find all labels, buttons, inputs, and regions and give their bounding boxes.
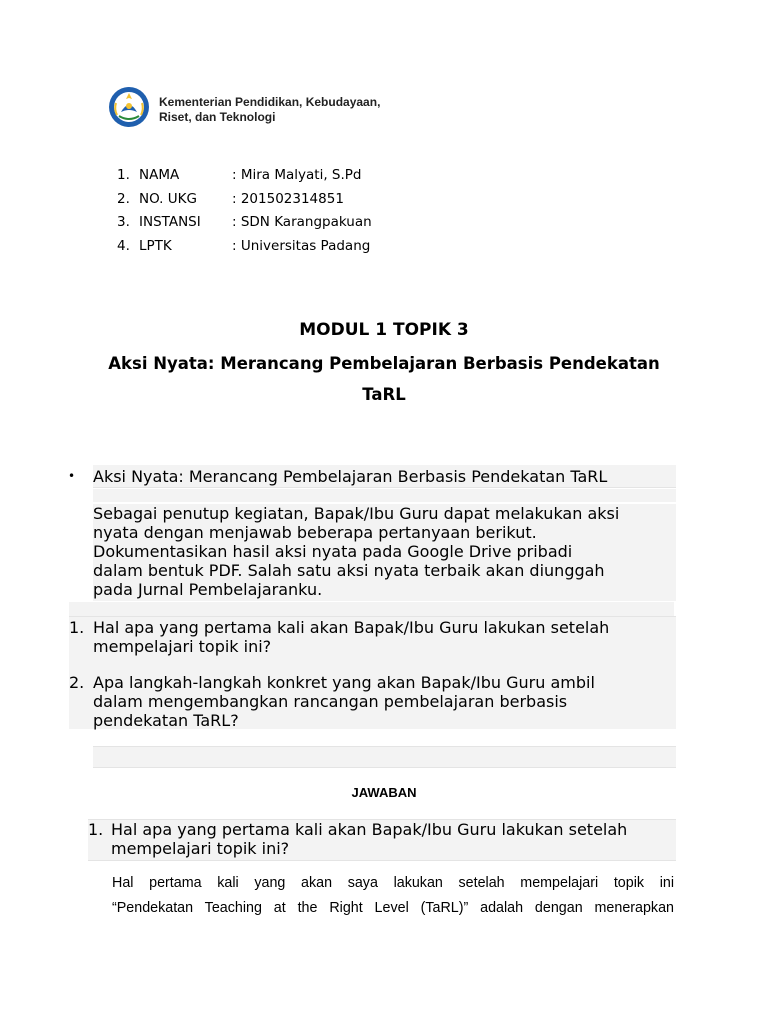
identity-value: : Universitas Padang (232, 237, 371, 254)
answers-heading: JAWABAN (351, 785, 417, 800)
question-number: 1. (69, 618, 85, 637)
identity-number: 3. (117, 214, 130, 230)
identity-label: NAMA (139, 167, 180, 183)
identity-label: NO. UKG (139, 190, 197, 207)
module-subtitle (84, 348, 684, 410)
identity-value: : 201502314851 (232, 190, 344, 207)
intro-line: dalam bentuk PDF. Salah satu aksi nyata terbaik akan diunggah (93, 561, 605, 580)
intro-line: Dokumentasikan hasil aksi nyata pada Google Drive pribadi (93, 542, 573, 561)
module-title: MODUL 1 TOPIK 3 (299, 320, 469, 340)
empty-block (93, 746, 676, 768)
identity-number: 2. (117, 190, 130, 207)
intro-line: Sebagai penutup kegiatan, Bapak/Ibu Guru dapat melakukan aksi (93, 504, 620, 523)
intro-line: nyata dengan menjawab beberapa pertanyaan berikut. (93, 523, 537, 542)
tut-wuri-handayani-emblem-icon (108, 86, 150, 128)
ministry-name-line2: Riset, dan Teknologi (159, 110, 276, 124)
identity-value: : Mira Malyati, S.Pd (232, 167, 362, 183)
identity-label: LPTK (139, 237, 172, 254)
question-line: Hal apa yang pertama kali akan Bapak/Ibu Guru lakukan setelah (93, 618, 610, 637)
module-subtitle-line2: TaRL (362, 385, 406, 404)
question-number: 2. (69, 673, 85, 692)
question-line: mempelajari topik ini? (93, 637, 272, 656)
question-item-1 (69, 618, 676, 656)
question-item-2 (69, 673, 676, 730)
bullet-dot-icon: • (68, 469, 76, 483)
module-subtitle-line1: Aksi Nyata: Merancang Pembelajaran Berbasis Pendekatan (108, 354, 660, 373)
spacer-block (93, 489, 676, 502)
question-line: pendekatan TaRL? (93, 711, 239, 730)
identity-label: INSTANSI (139, 214, 201, 230)
answer-question-1 (88, 820, 627, 858)
ministry-name (159, 95, 380, 125)
question-line: dalam mengembangkan rancangan pembelajaran berbasis (93, 692, 568, 711)
answer-line: Hal pertama kali yang akan saya lakukan setelah mempelajari topik ini (112, 875, 674, 891)
question-line: Apa langkah-langkah konkret yang akan Bapak/Ibu Guru ambil (93, 673, 595, 692)
question-line: Hal apa yang pertama kali akan Bapak/Ibu Guru lakukan setelah (111, 820, 628, 839)
answer-line: “Pendekatan Teaching at the Right Level (TaRL)” adalah dengan menerapkan (112, 900, 674, 916)
intro-line: pada Jurnal Pembelajaranku. (93, 580, 323, 599)
identity-number: 4. (117, 237, 130, 254)
divider (69, 616, 676, 617)
ministry-logo (108, 86, 380, 130)
bullet-heading: Aksi Nyata: Merancang Pembelajaran Berbasis Pendekatan TaRL (93, 467, 608, 486)
question-line: mempelajari topik ini? (111, 839, 290, 858)
question-number: 1. (88, 820, 104, 839)
intro-paragraph (93, 504, 619, 599)
spacer-block (69, 602, 674, 616)
divider (93, 487, 676, 488)
identity-number: 1. (117, 167, 130, 183)
ministry-name-line1: Kementerian Pendidikan, Kebudayaan, (159, 95, 381, 109)
identity-value: : SDN Karangpakuan (232, 214, 372, 230)
answer-paragraph-1 (112, 871, 674, 921)
